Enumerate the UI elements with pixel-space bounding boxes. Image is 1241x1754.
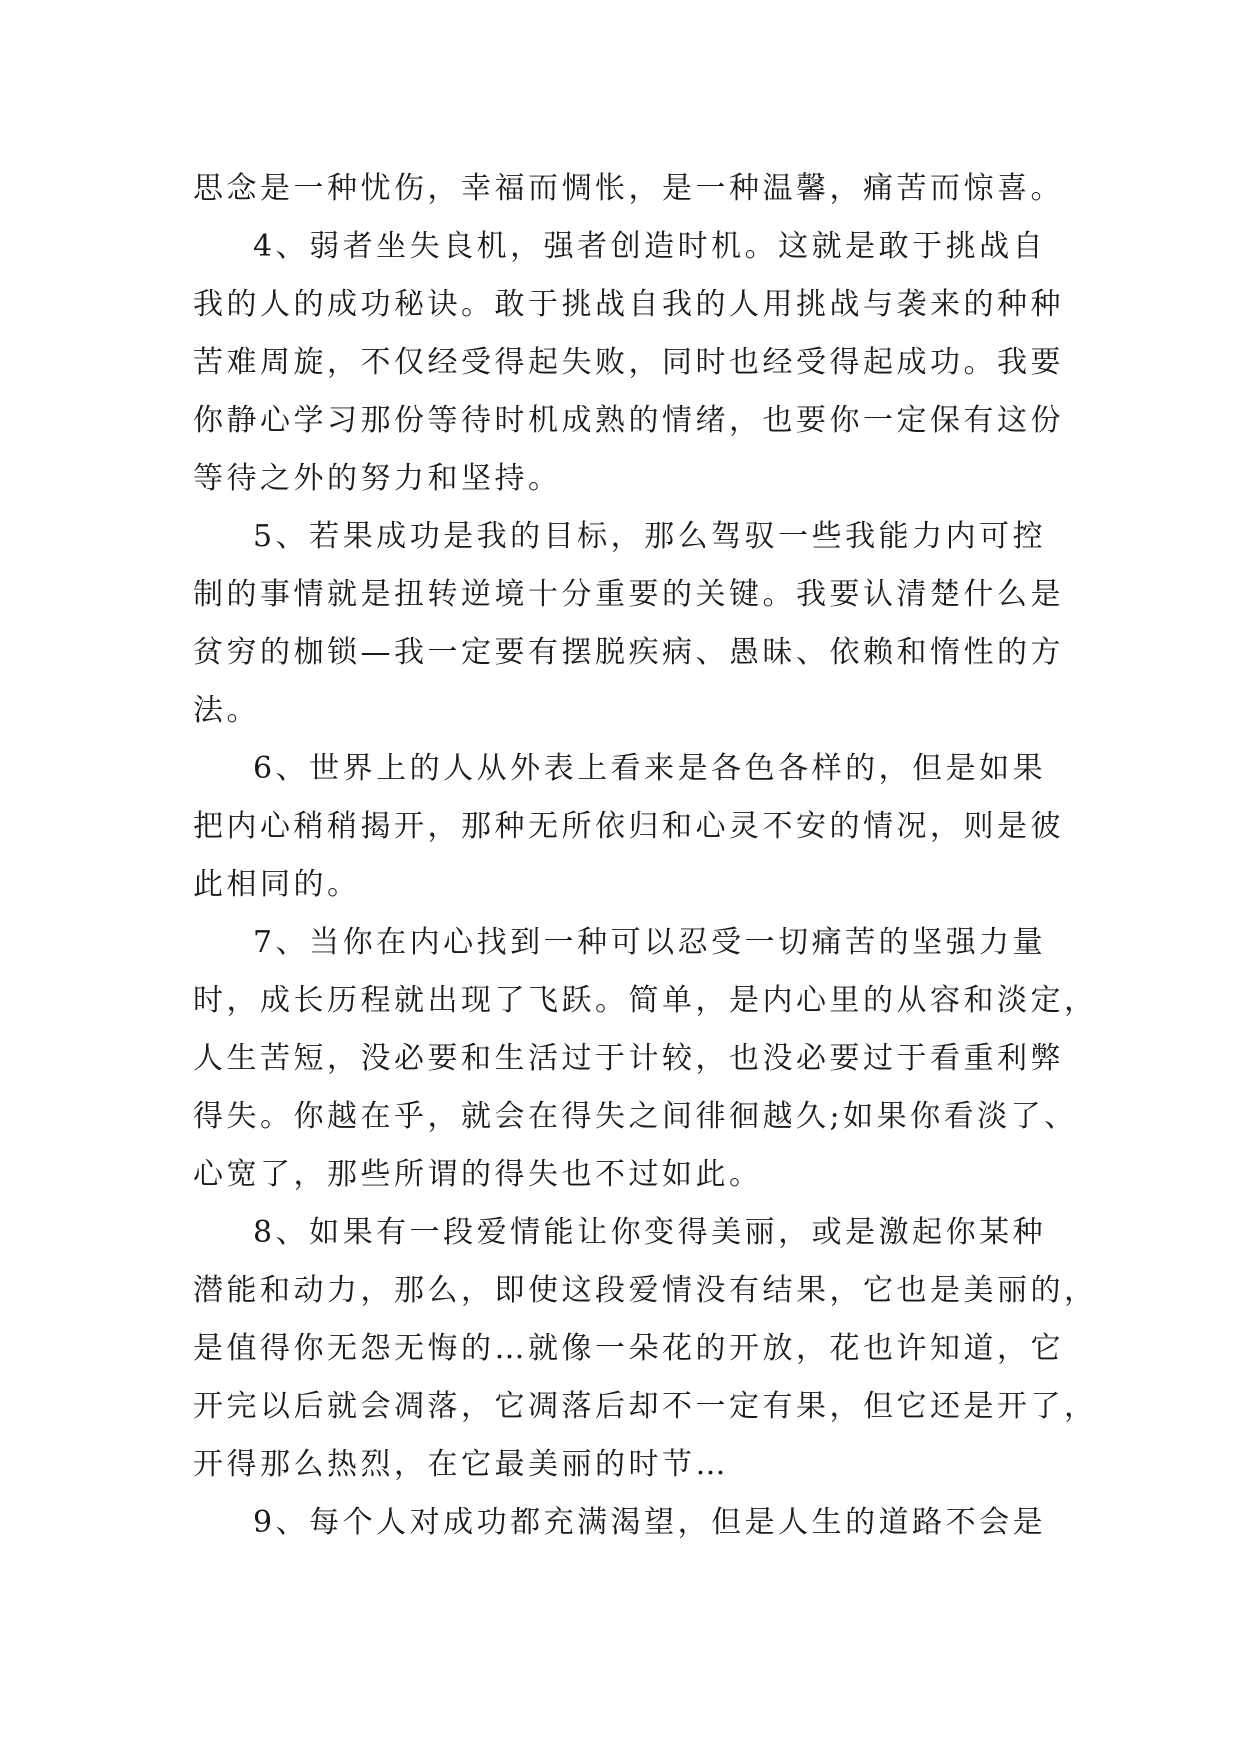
paragraph-start-8: 8、如果有一段爱情能让你变得美丽，或是激起你某种	[253, 1215, 1047, 1250]
text-line: 此相同的。	[193, 867, 361, 902]
text-line: 得失。你越在乎，就会在得失之间徘徊越久;如果你看淡了、	[193, 1099, 1078, 1134]
text-line: 你静心学习那份等待时机成熟的情绪，也要你一定保有这份	[193, 403, 1064, 438]
text-line: 等待之外的努力和坚持。	[193, 461, 562, 496]
text-line: 贫穷的枷锁—我一定要有摆脱疾病、愚昧、依赖和惰性的方	[193, 635, 1064, 670]
text-line: 人生苦短，没必要和生活过于计较，也没必要过于看重利弊	[193, 1041, 1064, 1076]
text-line: 法。	[193, 693, 260, 728]
paragraph-start-4: 4、弱者坐失良机，强者创造时机。这就是敢于挑战自	[253, 229, 1047, 264]
text-line: 是值得你无怨无悔的…就像一朵花的开放，花也许知道，它	[193, 1331, 1064, 1366]
paragraph-start-5: 5、若果成功是我的目标，那么驾驭一些我能力内可控	[253, 519, 1047, 554]
text-line: 我的人的成功秘诀。敢于挑战自我的人用挑战与袭来的种种	[193, 287, 1064, 322]
text-line: 潜能和动力，那么，即使这段爱情没有结果，它也是美丽的，	[193, 1273, 1098, 1308]
paragraph-start-6: 6、世界上的人从外表上看来是各色各样的，但是如果	[253, 751, 1047, 786]
paragraph-start-7: 7、当你在内心找到一种可以忍受一切痛苦的坚强力量	[253, 925, 1047, 960]
text-line: 时，成长历程就出现了飞跃。简单，是内心里的从容和淡定，	[193, 983, 1098, 1018]
paragraph-start-9: 9、每个人对成功都充满渴望，但是人生的道路不会是	[253, 1505, 1047, 1540]
text-line: 开完以后就会凋落，它凋落后却不一定有果，但它还是开了，	[193, 1389, 1098, 1424]
text-line: 思念是一种忧伤，幸福而惆怅，是一种温馨，痛苦而惊喜。	[193, 171, 1064, 206]
body-text	[193, 160, 1098, 1552]
text-line: 心宽了，那些所谓的得失也不过如此。	[193, 1157, 763, 1192]
text-line: 把内心稍稍揭开，那种无所依归和心灵不安的情况，则是彼	[193, 809, 1064, 844]
text-line: 制的事情就是扭转逆境十分重要的关键。我要认清楚什么是	[193, 577, 1064, 612]
text-line: 开得那么热烈，在它最美丽的时节…	[193, 1447, 729, 1482]
text-line: 苦难周旋，不仅经受得起失败，同时也经受得起成功。我要	[193, 345, 1064, 380]
